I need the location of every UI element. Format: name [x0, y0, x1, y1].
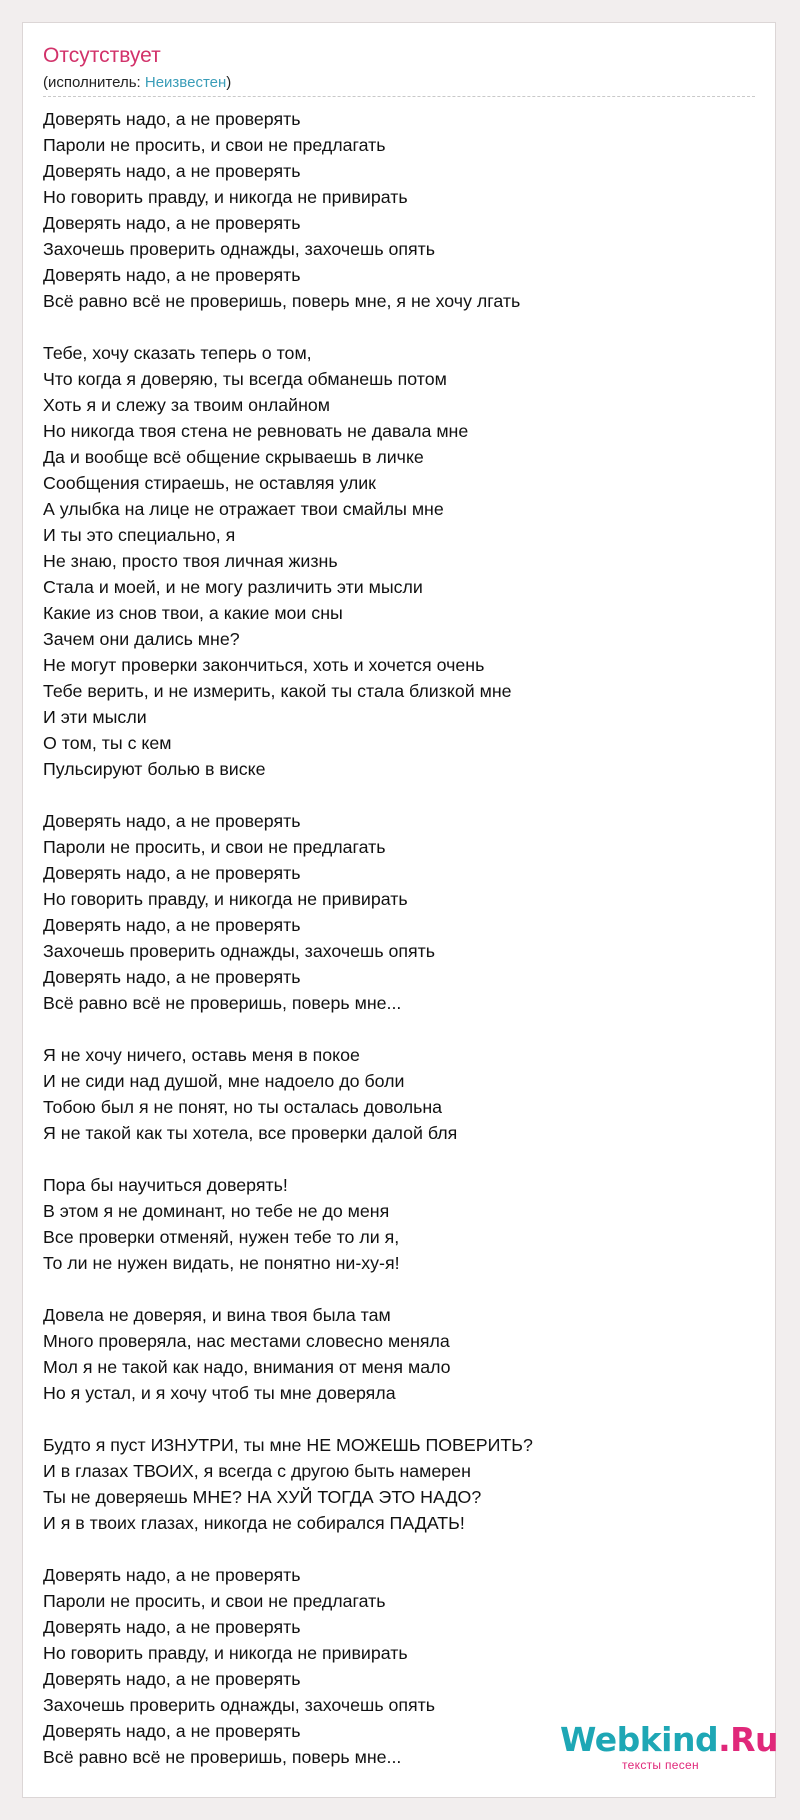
lyrics-line: Но никогда твоя стена не ревновать не давала мне: [43, 421, 469, 441]
lyrics-stanza: [43, 1172, 755, 1276]
lyrics-line: Хоть я и слежу за твоим онлайном: [43, 395, 331, 415]
lyrics-line: Довела не доверяя, и вина твоя была там: [43, 1305, 391, 1325]
lyrics-line: Пора бы научиться доверять!: [43, 1175, 288, 1195]
lyrics-line: Но говорить правду, и никогда не привирать: [43, 1643, 408, 1663]
lyrics-line: И не сиди над душой, мне надоело до боли: [43, 1071, 405, 1091]
lyrics-line: В этом я не доминант, но тебе не до меня: [43, 1201, 390, 1221]
lyrics-stanza: [43, 1302, 755, 1406]
lyrics-line: Доверять надо, а не проверять: [43, 1721, 301, 1741]
lyrics-line: И ты это специально, я: [43, 525, 236, 545]
lyrics-line: Но я устал, и я хочу чтоб ты мне доверяла: [43, 1383, 396, 1403]
lyrics-line: Ты не доверяешь МНЕ? НА ХУЙ ТОГДА ЭТО НАДО?: [43, 1487, 482, 1507]
site-logo[interactable]: [560, 1720, 779, 1772]
lyrics-line: Захочешь проверить однажды, захочешь опять: [43, 239, 436, 259]
lyrics-line: Что когда я доверяю, ты всегда обманешь потом: [43, 369, 447, 389]
artist-byline: [43, 73, 231, 93]
lyrics-line: Много проверяла, нас местами словесно меняла: [43, 1331, 450, 1351]
lyrics-line: Зачем они дались мне?: [43, 629, 240, 649]
lyrics-line: Захочешь проверить однажды, захочешь опять: [43, 941, 436, 961]
byline-prefix: (исполнитель:: [43, 74, 145, 91]
lyrics-line: Мол я не такой как надо, внимания от меня мало: [43, 1357, 451, 1377]
lyrics-line: Захочешь проверить однажды, захочешь опять: [43, 1695, 436, 1715]
lyrics-card: [22, 22, 779, 1798]
lyrics-line: Какие из снов твои, а какие мои сны: [43, 603, 343, 623]
lyrics-line: Пульсируют болью в виске: [43, 759, 266, 779]
lyrics-stanza: [43, 1042, 755, 1146]
lyrics-line: Пароли не просить, и свои не предлагать: [43, 1591, 386, 1611]
lyrics-line: Всё равно всё не проверишь, поверь мне, я не хочу лгать: [43, 291, 521, 311]
lyrics-line: Стала и моей, и не могу различить эти мысли: [43, 577, 423, 597]
lyrics-line: Доверять надо, а не проверять: [43, 109, 301, 129]
lyrics-line: Пароли не просить, и свои не предлагать: [43, 135, 386, 155]
lyrics-line: О том, ты с кем: [43, 733, 172, 753]
logo-tld: .Ru: [718, 1720, 779, 1759]
lyrics-line: Пароли не просить, и свои не предлагать: [43, 837, 386, 857]
lyrics-line: Сообщения стираешь, не оставляя улик: [43, 473, 376, 493]
artist-link[interactable]: Неизвестен: [144, 74, 227, 91]
lyrics-line: Тобою был я не понят, но ты осталась довольна: [43, 1097, 443, 1117]
lyrics-line: Да и вообще всё общение скрываешь в личке: [43, 447, 424, 467]
lyrics-line: Доверять надо, а не проверять: [43, 1669, 301, 1689]
lyrics-stanza: [43, 106, 755, 314]
logo-tagline: тексты песен: [622, 1758, 699, 1772]
lyrics-line: То ли не нужен видать, не понятно ни-ху-я!: [43, 1253, 400, 1273]
lyrics-line: Всё равно всё не проверишь, поверь мне...: [43, 1747, 402, 1767]
lyrics-line: Всё равно всё не проверишь, поверь мне...: [43, 993, 402, 1013]
lyrics-line: Доверять надо, а не проверять: [43, 213, 301, 233]
lyrics-line: Не знаю, просто твоя личная жизнь: [43, 551, 338, 571]
lyrics-line: Доверять надо, а не проверять: [43, 967, 301, 987]
lyrics-line: Доверять надо, а не проверять: [43, 811, 301, 831]
lyrics-line: И в глазах ТВОИХ, я всегда с другою быть намерен: [43, 1461, 471, 1481]
lyrics-line: А улыбка на лице не отражает твои смайлы мне: [43, 499, 444, 519]
lyrics-stanza: [43, 340, 755, 782]
logo-name: Webkind: [560, 1720, 719, 1759]
lyrics-stanza: [43, 1432, 755, 1536]
lyrics-line: Доверять надо, а не проверять: [43, 161, 301, 181]
lyrics-line: Доверять надо, а не проверять: [43, 265, 301, 285]
lyrics-line: Будто я пуст ИЗНУТРИ, ты мне НЕ МОЖЕШЬ ПОВЕРИТЬ?: [43, 1435, 533, 1455]
song-title: Отсутствует: [43, 44, 161, 67]
lyrics-line: Я не хочу ничего, оставь меня в покое: [43, 1045, 360, 1065]
lyrics-stanza: [43, 808, 755, 1016]
lyrics-line: Все проверки отменяй, нужен тебе то ли я,: [43, 1227, 400, 1247]
lyrics-line: Не могут проверки закончиться, хоть и хочется очень: [43, 655, 485, 675]
lyrics-line: Доверять надо, а не проверять: [43, 1617, 301, 1637]
lyrics-line: Но говорить правду, и никогда не привирать: [43, 889, 408, 909]
header-divider: [43, 96, 755, 97]
lyrics-line: Тебе, хочу сказать теперь о том,: [43, 343, 312, 363]
lyrics-line: Доверять надо, а не проверять: [43, 863, 301, 883]
lyrics-line: Но говорить правду, и никогда не привирать: [43, 187, 408, 207]
lyrics-line: И эти мысли: [43, 707, 147, 727]
byline-suffix: ): [226, 74, 232, 91]
lyrics-line: Доверять надо, а не проверять: [43, 915, 301, 935]
lyrics-line: Я не такой как ты хотела, все проверки далой бля: [43, 1123, 458, 1143]
logo-wordmark: [560, 1720, 778, 1760]
lyrics-line: Доверять надо, а не проверять: [43, 1565, 301, 1585]
lyrics-line: И я в твоих глазах, никогда не собирался ПАДАТЬ!: [43, 1513, 465, 1533]
lyrics-body: [43, 106, 755, 1796]
lyrics-line: Тебе верить, и не измерить, какой ты стала близкой мне: [43, 681, 512, 701]
